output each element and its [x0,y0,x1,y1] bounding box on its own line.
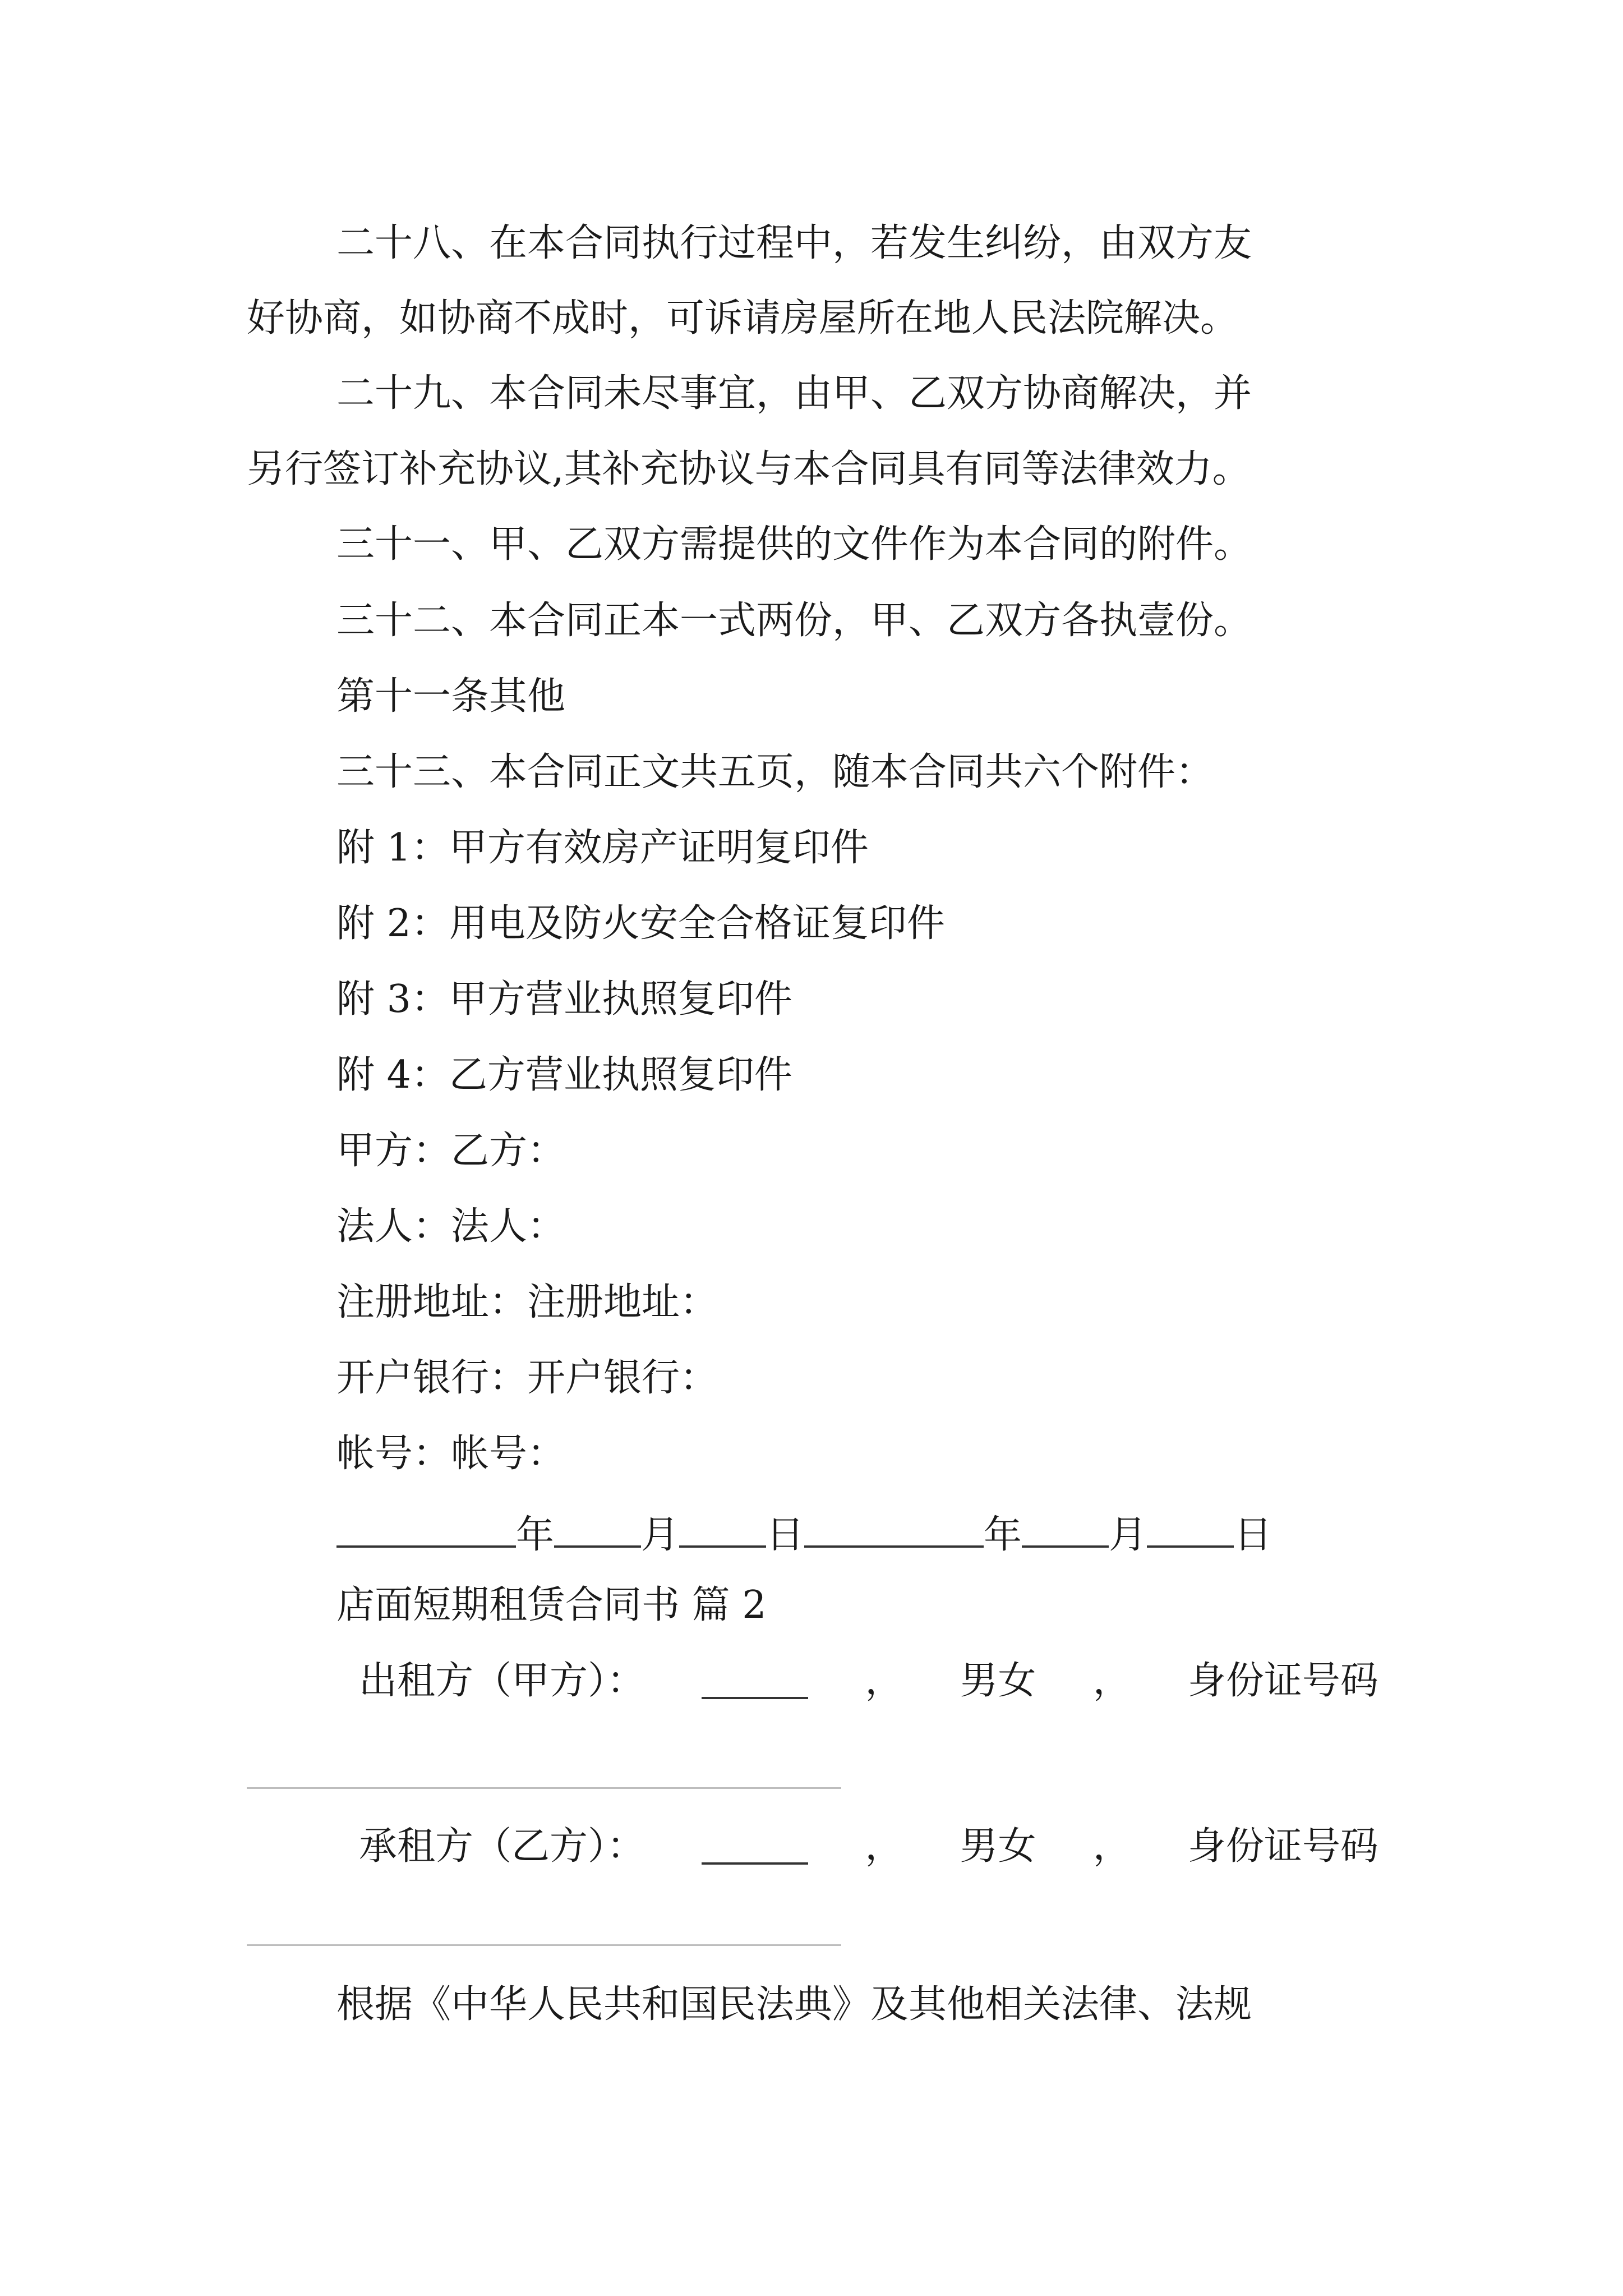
contract-title: 店面短期租赁合同书 篇 2 [336,1583,767,1627]
attachment-item: 附 1：甲方有效房产证明复印件 [336,826,869,870]
attachment-item: 附 3：甲方营业执照复印件 [336,977,792,1022]
signature-account-line: 帐号：帐号： [336,1432,566,1476]
blank-underline [1022,1511,1109,1548]
attachment-item: 附 4：乙方营业执照复印件 [336,1053,792,1097]
date-day-label: 日 [1234,1513,1272,1557]
separator: ， [1092,1659,1131,1703]
lessor-line [359,1659,1378,1703]
gender-options: 男女 [960,1824,1036,1869]
date-day-label: 日 [766,1513,805,1557]
attachment-item: 附 2：用电及防火安全合格证复印件 [336,901,945,946]
date-year-label: 年 [516,1513,555,1557]
separator: ， [865,1659,903,1703]
blank-underline [1147,1511,1234,1548]
lessee-label: 承租方（乙方）： [359,1824,645,1869]
separator: ， [1092,1824,1131,1869]
paragraph-line: 三十二、本合同正本一式两份，甲、乙双方各执壹份。 [336,599,1252,643]
paragraph-line: 好协商，如协商不成时，可诉请房屋所在地人民法院解决。 [247,296,1239,341]
gender-options: 男女 [960,1659,1036,1703]
date-month-label: 月 [1109,1513,1147,1557]
blank-rule-line [247,1944,841,1946]
separator: ， [865,1824,903,1869]
date-month-label: 月 [641,1513,680,1557]
lessor-label: 出租方（甲方）： [359,1659,645,1703]
blank-underline [679,1511,766,1548]
id-number-label: 身份证号码 [1187,1659,1378,1703]
paragraph-line: 二十八、在本合同执行过程中，若发生纠纷，由双方友 [336,221,1252,265]
id-number-label: 身份证号码 [1187,1824,1378,1869]
date-line [336,1511,1272,1557]
date-year-label: 年 [984,1513,1022,1557]
blank-underline [554,1511,641,1548]
blank-underline [804,1511,984,1548]
blank-underline [702,1828,808,1865]
paragraph-line: 三十三、本合同正文共五页，随本合同共六个附件： [336,750,1214,794]
section-heading: 第十一条其他 [336,674,566,719]
paragraph-line: 三十一、甲、乙双方需提供的文件作为本合同的附件。 [336,522,1252,567]
paragraph-line: 根据《中华人民共和国民法典》及其他相关法律、法规 [336,1982,1252,2027]
signature-party-line: 甲方：乙方： [336,1129,566,1173]
signature-legal-person-line: 法人：法人： [336,1204,566,1249]
signature-bank-line: 开户银行：开户银行： [336,1356,718,1400]
signature-address-line: 注册地址：注册地址： [336,1280,718,1324]
paragraph-line: 另行签订补充协议,其补充协议与本合同具有同等法律效力。 [247,447,1251,491]
paragraph-line: 二十九、本合同未尽事宜，由甲、乙双方协商解决，并 [336,371,1252,416]
blank-underline [702,1662,808,1699]
blank-rule-line [247,1787,841,1789]
lessee-line [359,1824,1378,1869]
blank-underline [336,1511,516,1548]
